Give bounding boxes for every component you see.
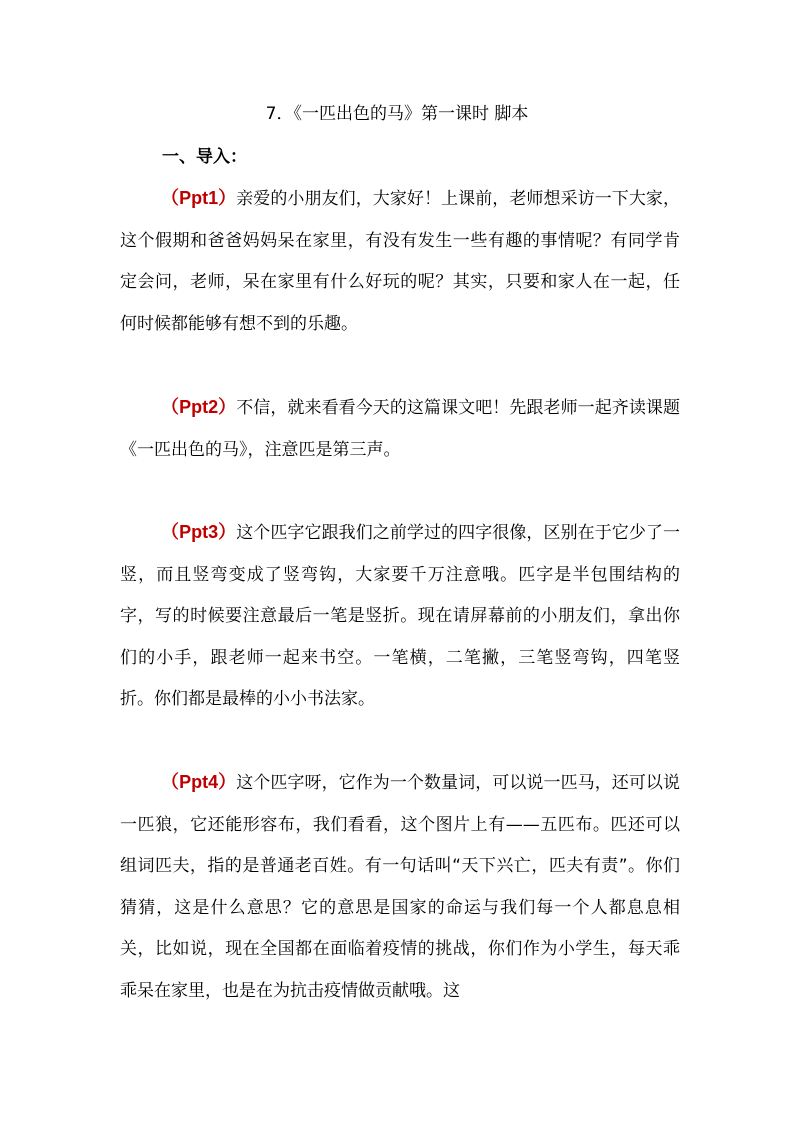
paragraph-text: 不信，就来看看今天的这篇课文吧！先跟老师一起齐读课题《一匹出色的马》，注意匹是第三声。 bbox=[120, 398, 680, 460]
ppt-tag: （Ppt3） bbox=[161, 522, 237, 542]
paragraph-ppt2 bbox=[120, 387, 680, 471]
ppt-tag: （Ppt2） bbox=[161, 397, 237, 417]
ppt-tag: （Ppt1） bbox=[161, 188, 237, 208]
paragraph-text: 亲爱的小朋友们，大家好！上课前，老师想采访一下大家，这个假期和爸爸妈妈呆在家里，有没有发生一些有趣的事情呢？有同学肯定会问，老师，呆在家里有什么好玩的呢？其实，只要和家人在一起，任何时候都能够有想不到的乐趣。 bbox=[120, 189, 680, 334]
paragraph-text: 这个匹字呀，它作为一个数量词，可以说一匹马，还可以说一匹狼，它还能形容布，我们看看，这个图片上有——五匹布。匹还可以组词匹夫，指的是普通老百姓。有一句话叫“天下兴亡，匹夫有责”。你们猜猜，这是什么意思？它的意思是国家的命运与我们每一个人都息息相关，比如说，现在全国都在面临着疫情的挑战，你们作为小学生，每天乖乖呆在家里，也是在为抗击疫情做贡献哦。这 bbox=[120, 773, 680, 1001]
document-title: 7．《一匹出色的马》第一课时 脚本 bbox=[265, 104, 529, 124]
ppt-tag: （Ppt4） bbox=[161, 772, 237, 792]
paragraph-ppt3 bbox=[120, 512, 680, 721]
paragraph-text: 这个匹字它跟我们之前学过的四字很像，区别在于它少了一竖，而且竖弯变成了竖弯钩，大家要千万注意哦。匹字是半包围结构的字，写的时候要注意最后一笔是竖折。现在请屏幕前的小朋友们，拿出你们的小手，跟老师一起来书空。一笔横，二笔撇，三笔竖弯钩，四笔竖折。你们都是最棒的小小书法家。 bbox=[120, 523, 680, 709]
paragraph-ppt1 bbox=[120, 178, 680, 345]
section-heading: 一、导入： bbox=[162, 147, 247, 167]
paragraph-ppt4 bbox=[120, 762, 680, 1012]
